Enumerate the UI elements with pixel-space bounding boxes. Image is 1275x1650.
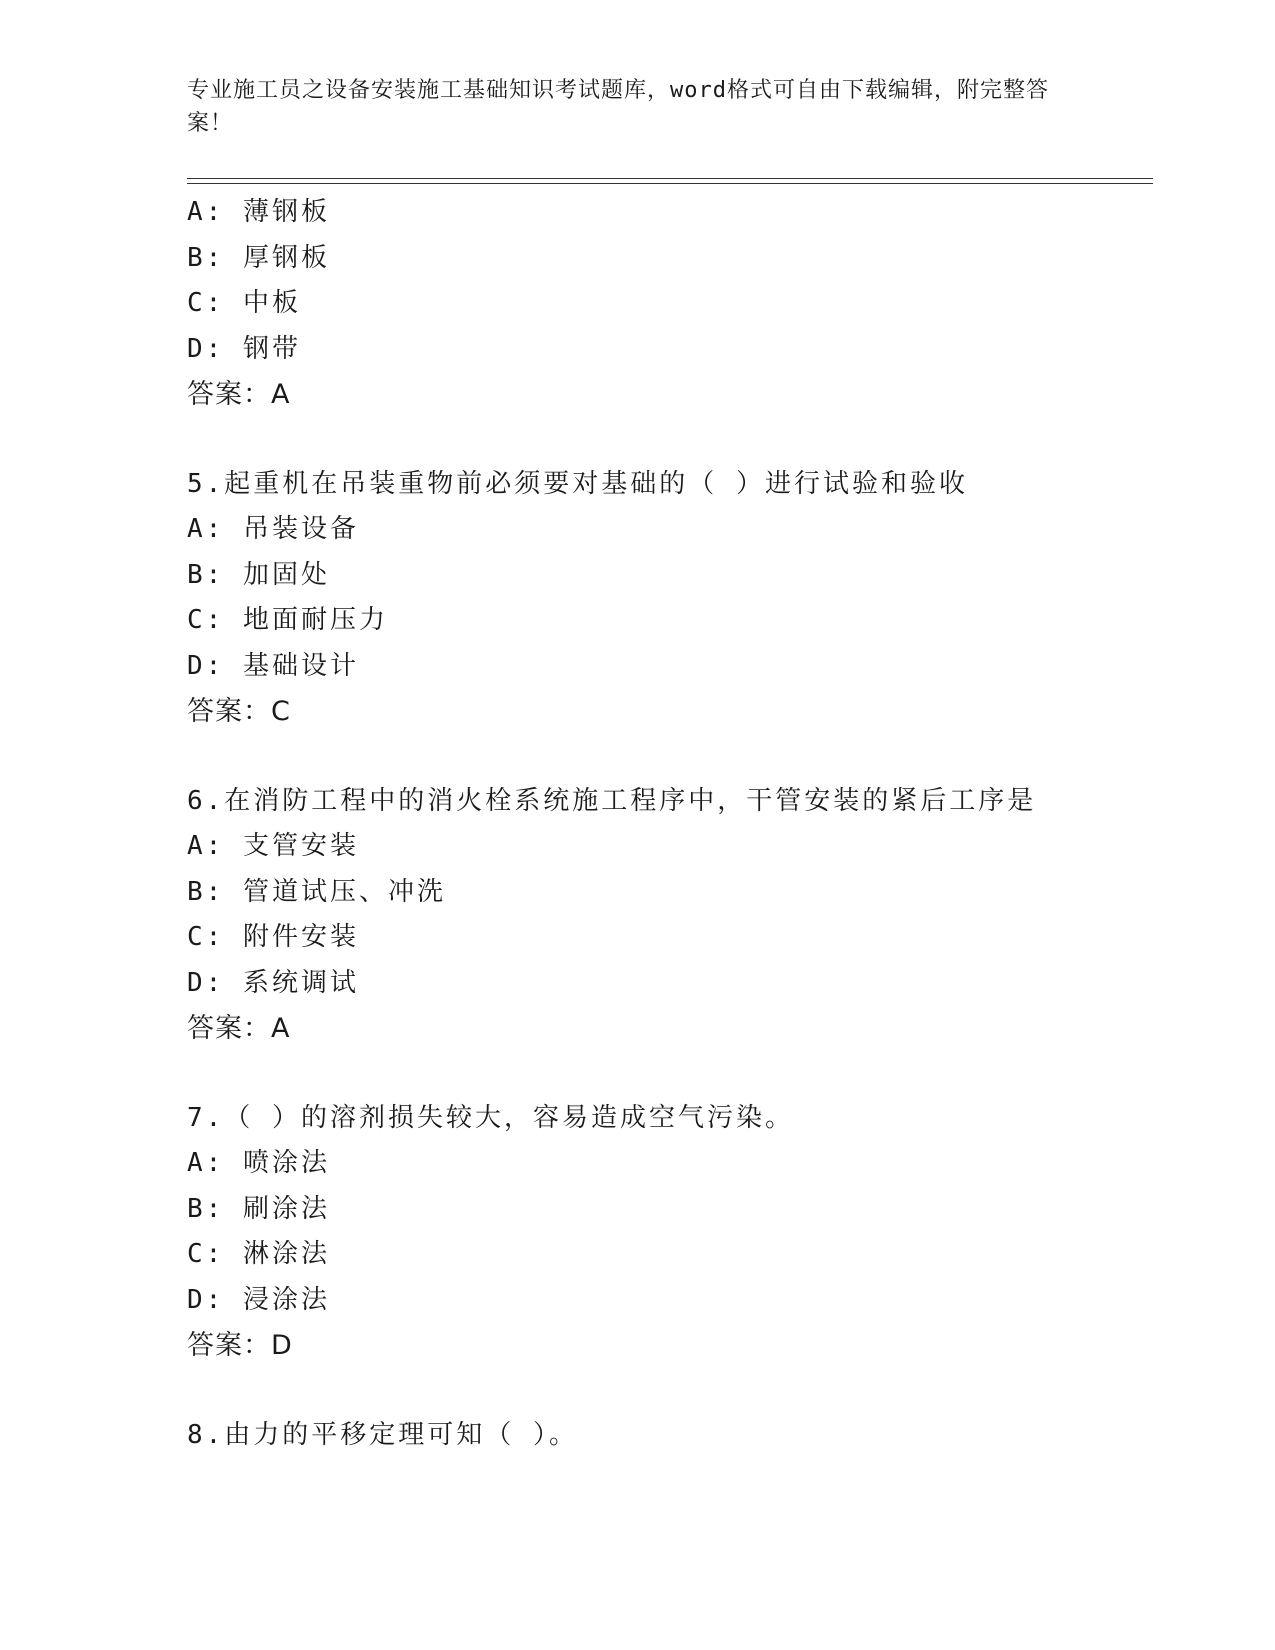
answer: 答案：A <box>187 379 291 410</box>
option-b: B: 刷涂法 <box>187 1193 330 1224</box>
option-b: B: 厚钢板 <box>187 242 330 273</box>
question-block <box>187 779 1153 1052</box>
option-c: C: 中板 <box>187 288 301 318</box>
block-gap <box>187 1052 1153 1096</box>
question-block <box>187 462 1153 735</box>
answer: 答案：A <box>187 1013 291 1044</box>
option-d: D: 钢带 <box>187 333 301 364</box>
header-rule-bottom <box>187 183 1153 184</box>
option-b: B: 管道试压、冲洗 <box>187 876 446 907</box>
option-a: A: 薄钢板 <box>187 197 330 227</box>
block-gap <box>187 418 1153 462</box>
option-d: D: 系统调试 <box>187 967 359 998</box>
option-a: A: 吊装设备 <box>187 514 359 544</box>
option-a: A: 支管安装 <box>187 831 359 861</box>
question-block <box>187 190 1153 418</box>
question-text: 5.起重机在吊装重物前必须要对基础的（ ）进行试验和验收 <box>187 468 968 499</box>
option-d: D: 基础设计 <box>187 650 359 681</box>
question-block <box>187 1413 1153 1459</box>
question-text: 6.在消防工程中的消火栓系统施工程序中，干管安装的紧后工序是 <box>187 785 1037 816</box>
question-text: 7.（ ）的溶剂损失较大，容易造成空气污染。 <box>187 1102 794 1133</box>
option-d: D: 浸涂法 <box>187 1284 330 1315</box>
question-list <box>187 190 1153 1458</box>
header-rule-top <box>187 178 1153 179</box>
block-gap <box>187 735 1153 779</box>
question-text: 8.由力的平移定理可知（ ）。 <box>187 1419 578 1450</box>
option-a: A: 喷涂法 <box>187 1148 330 1178</box>
answer: 答案：C <box>187 696 291 727</box>
option-c: C: 附件安装 <box>187 922 359 952</box>
option-b: B: 加固处 <box>187 559 330 590</box>
option-c: C: 淋涂法 <box>187 1239 330 1269</box>
block-gap <box>187 1369 1153 1413</box>
answer: 答案：D <box>187 1330 293 1361</box>
question-block <box>187 1096 1153 1369</box>
option-c: C: 地面耐压力 <box>187 605 388 635</box>
document-header: 专业施工员之设备安装施工基础知识考试题库，word格式可自由下载编辑，附完整答案！ <box>187 78 1049 136</box>
